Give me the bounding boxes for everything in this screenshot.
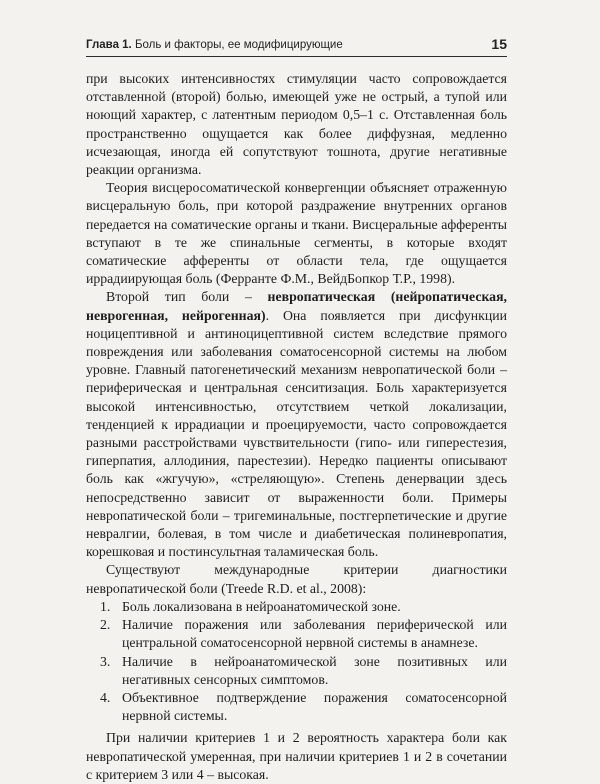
paragraph-3-lead: Второй тип боли – [106,289,268,305]
criteria-number: 3. [100,653,111,669]
paragraph-4: Существуют международные критерии диагностики невропатической боли (Treede R.D. et al., 2008): [86,562,507,596]
paragraph-2: Теория висцеросоматической конвергенции объясняет отраженную висцеральную боль, при которой раздражение внутренних органов передается на соматические органы и ткани. Висцеральные афференты вступают в те же спинальные сегменты, в которые входят соматические афференты от области тела, где ощущается иррадиирующая боль (Ферранте Ф.М., ВейдБопкор Т.Р., 1998). [86,180,507,287]
criteria-item [86,653,507,689]
page-body [86,70,507,784]
page-number: 15 [491,36,507,52]
running-head [86,39,343,51]
paragraph-3 [86,288,507,561]
criteria-number: 4. [100,689,111,705]
criteria-text: Наличие в нейроанатомической зоне позитивных или негативных сенсорных симптомов. [122,653,507,687]
paragraph-3-rest: . Она появляется при дисфункции ноцицептивной и антиноцицептивной систем вследствие прямого повреждения или заболевания соматосенсорной системы на любом уровне. Главный патогенетический механизм невропатической боли – периферическая и центральная сенситизация. Боль характеризуется высокой интенсивностью, отсутствием четкой локализации, тенденцией к иррадиации и проецируемости, часто сопровождается разными расстройствами чувствительности (гипо- или гиперестезия, гиперпатия, аллодиния, парестезии). Нередко пациенты описывают боль как «жгучую», «стреляющую». Степень денервации здесь непосредственно зависит от выраженности боли. Примеры невропатической боли – тригеминальные, постгерпетические и другие невралгии, болевая, в том числе и диабетическая полиневропатия, корешковая и постинсультная таламическая боль. [86,307,507,560]
chapter-label: Глава 1. [86,39,132,51]
criteria-text: Наличие поражения или заболевания периферической или центральной соматосенсорной нервной системы в анамнезе. [122,617,507,651]
criteria-number: 2. [100,617,111,633]
page-header [86,36,507,57]
criteria-item [86,598,507,616]
criteria-text: Боль локализована в нейроанатомической зоне. [122,598,401,614]
criteria-item [86,616,507,652]
criteria-item [86,689,507,725]
paragraph-5: При наличии критериев 1 и 2 вероятность характера боли как невропатической умеренная, при наличии критериев 1 и 2 в сочетании с критерием 3 или 4 – высокая. [86,730,507,782]
paragraph-1: при высоких интенсивностях стимуляции часто сопровождается отставленной (второй) болью, имеющей уже не острый, а тупой или ноющий характер, с латентным периодом 0,5–1 с. Отставленная боль пространственно ощущается как более диффузная, медленно исчезающая, иногда ей сопутствуют тошнота, другие негативные реакции организма. [86,71,507,178]
criteria-number: 1. [100,598,111,614]
chapter-title: Боль и факторы, ее модифицирующие [134,39,343,51]
criteria-list [86,598,507,725]
neuropathic-pain-term: невропатическая (нейропатическая, неврогенная, нейрогенная) [86,289,507,323]
criteria-text: Объективное подтверждение поражения соматосенсорной нервной системы. [122,689,507,724]
